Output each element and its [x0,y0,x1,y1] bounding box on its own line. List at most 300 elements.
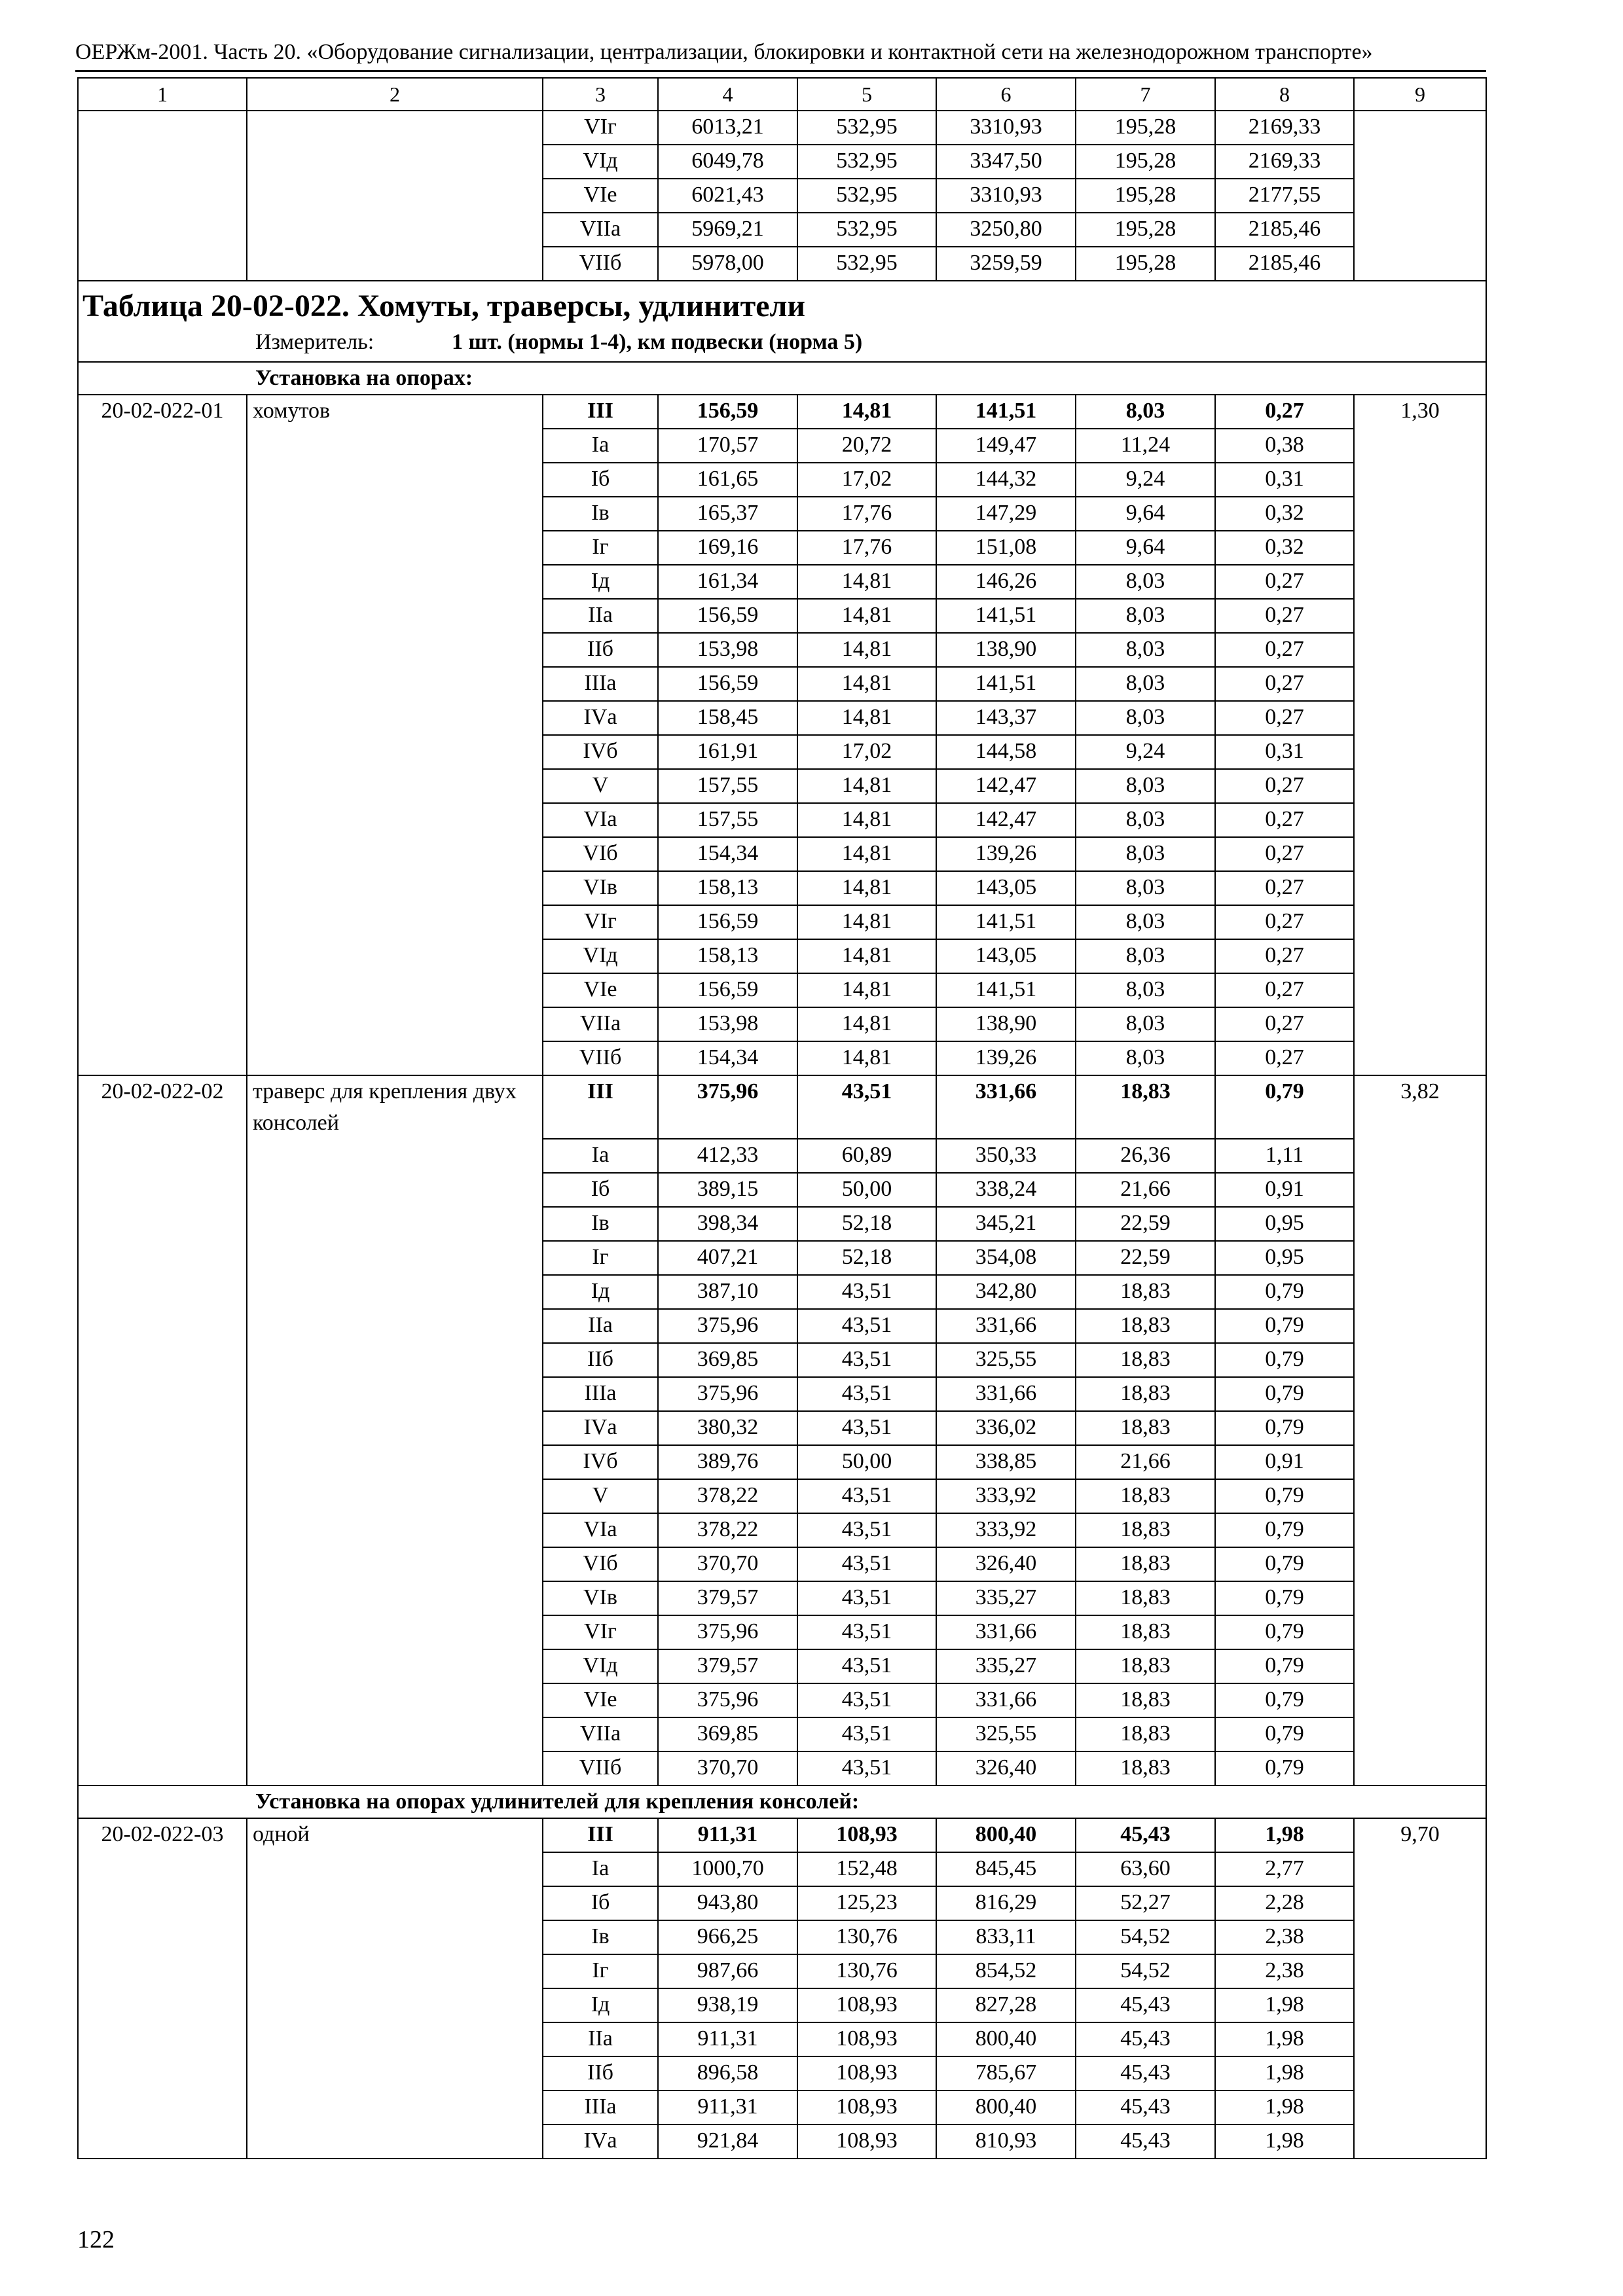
table-row [78,565,1486,599]
cost-drivers-cell: 18,83 [1076,1615,1215,1649]
cost-direct-cell: 987,66 [658,1954,797,1988]
cost-direct-cell: 380,32 [658,1411,797,1445]
table-row [78,1207,1486,1241]
cost-drivers-cell: 8,03 [1076,667,1215,701]
norm-code-cell [78,769,247,803]
cost-drivers-cell: 8,03 [1076,701,1215,735]
section-heading: Установка на опорах удлинителей для крепления консолей: [78,1785,1486,1818]
labor-hours-cell [1354,2022,1486,2056]
cost-materials-cell: 0,31 [1215,735,1354,769]
norm-code-cell [78,2125,247,2159]
cost-materials-cell: 1,98 [1215,2125,1354,2159]
cost-labor-cell: 14,81 [797,905,936,939]
work-name-cell [247,701,543,735]
norm-code-cell [78,1343,247,1377]
work-name-cell [247,2022,543,2056]
cost-labor-cell: 130,76 [797,1954,936,1988]
cost-labor-cell: 152,48 [797,1852,936,1886]
cost-machines-cell: 141,51 [936,667,1076,701]
work-name-cell [247,1547,543,1581]
cost-materials-cell: 0,27 [1215,769,1354,803]
cost-direct-cell: 379,57 [658,1649,797,1683]
region-cell: VIб [543,1547,658,1581]
cost-labor-cell: 14,81 [797,565,936,599]
work-name-cell [247,531,543,565]
cost-machines-cell: 800,40 [936,2022,1076,2056]
region-cell: IVа [543,1411,658,1445]
cost-drivers-cell: 8,03 [1076,905,1215,939]
cost-materials-cell: 2,38 [1215,1920,1354,1954]
norm-code-cell [78,1547,247,1581]
cost-machines-cell: 141,51 [936,973,1076,1007]
cost-materials-cell: 0,32 [1215,531,1354,565]
labor-hours-cell [1354,531,1486,565]
norm-code-cell [78,1173,247,1207]
norm-code-cell [78,179,247,213]
cost-machines-cell: 800,40 [936,2090,1076,2125]
cost-direct-cell: 169,16 [658,531,797,565]
norm-code-cell [78,1207,247,1241]
cost-direct-cell: 158,45 [658,701,797,735]
cost-machines-cell: 810,93 [936,2125,1076,2159]
work-name-cell [247,1988,543,2022]
work-name-cell [247,145,543,179]
table-row [78,247,1486,281]
cost-drivers-cell: 18,83 [1076,1075,1215,1139]
cost-materials-cell: 1,11 [1215,1139,1354,1173]
table-title-cell [78,281,1486,362]
cost-direct-cell: 6049,78 [658,145,797,179]
work-name-cell [247,871,543,905]
table-row [78,1683,1486,1717]
labor-hours-cell [1354,1377,1486,1411]
cost-labor-cell: 14,81 [797,1007,936,1041]
region-cell: IIа [543,599,658,633]
cost-direct-cell: 5978,00 [658,247,797,281]
region-cell: Iв [543,1207,658,1241]
cost-drivers-cell: 18,83 [1076,1751,1215,1785]
cost-machines-cell: 854,52 [936,1954,1076,1988]
table-row [78,1988,1486,2022]
work-name-cell [247,1649,543,1683]
cost-machines-cell: 336,02 [936,1411,1076,1445]
cost-drivers-cell: 18,83 [1076,1717,1215,1751]
cost-materials-cell: 0,27 [1215,973,1354,1007]
cost-machines-cell: 141,51 [936,905,1076,939]
region-cell: VIIб [543,247,658,281]
labor-hours-cell [1354,1920,1486,1954]
table-row [78,633,1486,667]
work-name-cell [247,2056,543,2090]
labor-hours-cell [1354,1615,1486,1649]
norm-code-cell [78,1275,247,1309]
cost-machines-cell: 325,55 [936,1343,1076,1377]
table-row [78,1241,1486,1275]
cost-labor-cell: 43,51 [797,1377,936,1411]
cost-labor-cell: 108,93 [797,2125,936,2159]
work-name-cell [247,599,543,633]
norm-code-cell [78,2056,247,2090]
work-name-cell [247,1007,543,1041]
cost-labor-cell: 20,72 [797,429,936,463]
cost-machines-cell: 3250,80 [936,213,1076,247]
table-row [78,2090,1486,2125]
cost-machines-cell: 146,26 [936,565,1076,599]
norm-code-cell [78,1479,247,1513]
cost-machines-cell: 354,08 [936,1241,1076,1275]
labor-hours-cell [1354,463,1486,497]
cost-machines-cell: 144,32 [936,463,1076,497]
region-cell: IIа [543,2022,658,2056]
measure-label: Измеритель: [255,330,374,354]
table-title-row [78,281,1486,362]
cost-machines-cell: 342,80 [936,1275,1076,1309]
labor-hours-cell [1354,1241,1486,1275]
labor-hours-cell [1354,1445,1486,1479]
cost-machines-cell: 331,66 [936,1377,1076,1411]
work-name-cell [247,497,543,531]
cost-drivers-cell: 18,83 [1076,1377,1215,1411]
work-name-cell [247,1343,543,1377]
cost-materials-cell: 0,91 [1215,1445,1354,1479]
cost-drivers-cell: 195,28 [1076,213,1215,247]
cost-materials-cell: 2169,33 [1215,145,1354,179]
cost-labor-cell: 52,18 [797,1241,936,1275]
work-name-cell: траверс для крепления двух консолей [247,1075,543,1139]
cost-drivers-cell: 8,03 [1076,871,1215,905]
cost-machines-cell: 3347,50 [936,145,1076,179]
cost-direct-cell: 156,59 [658,973,797,1007]
region-cell: Iв [543,497,658,531]
section-heading: Установка на опорах: [78,362,1486,395]
table-row [78,1751,1486,1785]
table-row [78,1581,1486,1615]
cost-drivers-cell: 18,83 [1076,1411,1215,1445]
column-number: 3 [543,78,658,111]
region-cell: VIIб [543,1751,658,1785]
cost-labor-cell: 108,93 [797,2056,936,2090]
norm-code-cell [78,1988,247,2022]
cost-labor-cell: 17,76 [797,531,936,565]
cost-materials-cell: 1,98 [1215,2022,1354,2056]
table-row [78,1309,1486,1343]
cost-materials-cell: 0,91 [1215,1173,1354,1207]
cost-labor-cell: 43,51 [797,1343,936,1377]
region-cell: VIIа [543,1717,658,1751]
cost-materials-cell: 2,77 [1215,1852,1354,1886]
section-heading-row [78,362,1486,395]
table-row [78,429,1486,463]
region-cell: VIе [543,179,658,213]
cost-labor-cell: 130,76 [797,1920,936,1954]
cost-direct-cell: 911,31 [658,1818,797,1852]
cost-materials-cell: 0,27 [1215,633,1354,667]
cost-direct-cell: 156,59 [658,395,797,429]
norm-code-cell [78,1411,247,1445]
work-name-cell [247,837,543,871]
measure-line [79,327,1486,361]
cost-direct-cell: 389,15 [658,1173,797,1207]
cost-direct-cell: 161,34 [658,565,797,599]
norm-code-cell: 20-02-022-03 [78,1818,247,1852]
labor-hours-cell [1354,973,1486,1007]
norm-code-cell [78,701,247,735]
region-cell: VIг [543,1615,658,1649]
labor-hours-cell [1354,1547,1486,1581]
cost-drivers-cell: 18,83 [1076,1275,1215,1309]
cost-drivers-cell: 45,43 [1076,2125,1215,2159]
cost-labor-cell: 43,51 [797,1751,936,1785]
labor-hours-cell [1354,1649,1486,1683]
work-name-cell: одной [247,1818,543,1852]
region-cell: IVа [543,2125,658,2159]
cost-drivers-cell: 8,03 [1076,565,1215,599]
cost-drivers-cell: 18,83 [1076,1649,1215,1683]
cost-machines-cell: 331,66 [936,1683,1076,1717]
work-name-cell [247,905,543,939]
column-number: 6 [936,78,1076,111]
norm-code-cell [78,1615,247,1649]
table-row [78,1173,1486,1207]
cost-materials-cell: 1,98 [1215,2090,1354,2125]
cost-labor-cell: 14,81 [797,871,936,905]
work-name-cell [247,1275,543,1309]
cost-direct-cell: 387,10 [658,1275,797,1309]
table-row [78,1818,1486,1852]
work-name-cell [247,1377,543,1411]
table-row [78,145,1486,179]
region-cell: VIIб [543,1041,658,1075]
cost-labor-cell: 17,02 [797,735,936,769]
norm-code-cell [78,213,247,247]
work-name-cell [247,1751,543,1785]
cost-machines-cell: 845,45 [936,1852,1076,1886]
cost-labor-cell: 14,81 [797,599,936,633]
work-name-cell [247,2125,543,2159]
cost-labor-cell: 14,81 [797,973,936,1007]
norm-code-cell [78,2022,247,2056]
column-number: 9 [1354,78,1486,111]
region-cell: VIIа [543,1007,658,1041]
labor-hours-cell [1354,1852,1486,1886]
cost-materials-cell: 2185,46 [1215,213,1354,247]
labor-hours-cell: 3,82 [1354,1075,1486,1139]
cost-drivers-cell: 63,60 [1076,1852,1215,1886]
work-name-cell: хомутов [247,395,543,429]
work-name-cell [247,247,543,281]
cost-materials-cell: 0,79 [1215,1751,1354,1785]
region-cell: VIд [543,939,658,973]
cost-labor-cell: 43,51 [797,1075,936,1139]
cost-machines-cell: 331,66 [936,1615,1076,1649]
cost-materials-cell: 0,27 [1215,599,1354,633]
work-name-cell [247,463,543,497]
norm-code-cell [78,247,247,281]
cost-machines-cell: 3259,59 [936,247,1076,281]
norm-code-cell [78,429,247,463]
cost-drivers-cell: 54,52 [1076,1954,1215,1988]
table-row [78,1075,1486,1139]
cost-materials-cell: 0,79 [1215,1717,1354,1751]
cost-drivers-cell: 18,83 [1076,1479,1215,1513]
region-cell: Iд [543,1988,658,2022]
work-name-cell [247,1615,543,1649]
norm-code-cell [78,1954,247,1988]
work-name-cell [247,1309,543,1343]
cost-direct-cell: 156,59 [658,667,797,701]
labor-hours-cell [1354,1581,1486,1615]
cost-materials-cell: 0,79 [1215,1513,1354,1547]
cost-labor-cell: 532,95 [797,213,936,247]
norm-code-cell [78,633,247,667]
cost-direct-cell: 911,31 [658,2090,797,2125]
table-row [78,1377,1486,1411]
cost-materials-cell: 0,27 [1215,939,1354,973]
cost-machines-cell: 331,66 [936,1309,1076,1343]
cost-labor-cell: 43,51 [797,1717,936,1751]
labor-hours-cell [1354,145,1486,179]
cost-materials-cell: 1,98 [1215,2056,1354,2090]
region-cell: V [543,769,658,803]
cost-drivers-cell: 21,66 [1076,1445,1215,1479]
cost-labor-cell: 14,81 [797,633,936,667]
table-title: Таблица 20-02-022. Хомуты, траверсы, удлинители [82,289,806,323]
work-name-cell [247,1479,543,1513]
labor-hours-cell [1354,1886,1486,1920]
cost-drivers-cell: 8,03 [1076,769,1215,803]
column-number: 5 [797,78,936,111]
cost-materials-cell: 0,79 [1215,1649,1354,1683]
table-row [78,2022,1486,2056]
region-cell: VIд [543,145,658,179]
cost-direct-cell: 407,21 [658,1241,797,1275]
table-row [78,1041,1486,1075]
cost-labor-cell: 14,81 [797,701,936,735]
region-cell: IIIа [543,1377,658,1411]
cost-direct-cell: 378,22 [658,1513,797,1547]
norm-code-cell [78,1377,247,1411]
cost-drivers-cell: 18,83 [1076,1547,1215,1581]
cost-materials-cell: 0,79 [1215,1615,1354,1649]
cost-labor-cell: 14,81 [797,1041,936,1075]
labor-hours-cell [1354,633,1486,667]
cost-machines-cell: 333,92 [936,1513,1076,1547]
cost-machines-cell: 139,26 [936,837,1076,871]
table-row [78,395,1486,429]
cost-direct-cell: 156,59 [658,905,797,939]
cost-drivers-cell: 22,59 [1076,1207,1215,1241]
work-name-cell [247,1173,543,1207]
cost-materials-cell: 0,27 [1215,1007,1354,1041]
norm-code-cell [78,1241,247,1275]
cost-labor-cell: 14,81 [797,769,936,803]
cost-machines-cell: 345,21 [936,1207,1076,1241]
labor-hours-cell [1354,247,1486,281]
rates-table-body [78,78,1486,2159]
cost-direct-cell: 921,84 [658,2125,797,2159]
table-row [78,213,1486,247]
cost-drivers-cell: 45,43 [1076,2056,1215,2090]
norm-code-cell [78,1041,247,1075]
region-cell: Iб [543,463,658,497]
cost-materials-cell: 0,79 [1215,1343,1354,1377]
table-row [78,1275,1486,1309]
cost-machines-cell: 325,55 [936,1717,1076,1751]
cost-direct-cell: 5969,21 [658,213,797,247]
labor-hours-cell [1354,179,1486,213]
cost-materials-cell: 0,79 [1215,1581,1354,1615]
cost-labor-cell: 108,93 [797,2022,936,2056]
column-number: 1 [78,78,247,111]
column-number: 4 [658,78,797,111]
labor-hours-cell [1354,1041,1486,1075]
cost-drivers-cell: 8,03 [1076,633,1215,667]
table-row [78,1547,1486,1581]
cost-direct-cell: 911,31 [658,2022,797,2056]
cost-direct-cell: 161,91 [658,735,797,769]
cost-materials-cell: 2,28 [1215,1886,1354,1920]
cost-labor-cell: 532,95 [797,111,936,145]
region-cell: Iд [543,1275,658,1309]
cost-direct-cell: 161,65 [658,463,797,497]
labor-hours-cell [1354,939,1486,973]
table-row [78,111,1486,145]
labor-hours-cell [1354,111,1486,145]
work-name-cell [247,1139,543,1173]
cost-drivers-cell: 9,24 [1076,735,1215,769]
cost-direct-cell: 158,13 [658,871,797,905]
norm-code-cell [78,1007,247,1041]
labor-hours-cell [1354,2056,1486,2090]
cost-direct-cell: 375,96 [658,1377,797,1411]
cost-drivers-cell: 54,52 [1076,1920,1215,1954]
labor-hours-cell [1354,1479,1486,1513]
labor-hours-cell [1354,1275,1486,1309]
cost-direct-cell: 369,85 [658,1717,797,1751]
labor-hours-cell: 9,70 [1354,1818,1486,1852]
cost-direct-cell: 375,96 [658,1615,797,1649]
cost-direct-cell: 398,34 [658,1207,797,1241]
labor-hours-cell [1354,565,1486,599]
cost-drivers-cell: 18,83 [1076,1343,1215,1377]
cost-labor-cell: 17,76 [797,497,936,531]
region-cell: VIе [543,1683,658,1717]
cost-machines-cell: 326,40 [936,1547,1076,1581]
work-name-cell [247,1717,543,1751]
cost-drivers-cell: 18,83 [1076,1513,1215,1547]
cost-drivers-cell: 8,03 [1076,599,1215,633]
cost-direct-cell: 156,59 [658,599,797,633]
cost-materials-cell: 0,95 [1215,1241,1354,1275]
cost-drivers-cell: 195,28 [1076,179,1215,213]
cost-materials-cell: 0,27 [1215,667,1354,701]
labor-hours-cell [1354,497,1486,531]
cost-machines-cell: 785,67 [936,2056,1076,2090]
table-row [78,2125,1486,2159]
labor-hours-cell [1354,701,1486,735]
work-name-cell [247,769,543,803]
cost-drivers-cell: 8,03 [1076,803,1215,837]
norm-code-cell [78,145,247,179]
labor-hours-cell [1354,2125,1486,2159]
norm-code-cell [78,1886,247,1920]
cost-labor-cell: 14,81 [797,939,936,973]
cost-labor-cell: 14,81 [797,667,936,701]
table-row [78,735,1486,769]
cost-machines-cell: 151,08 [936,531,1076,565]
cost-direct-cell: 157,55 [658,769,797,803]
cost-drivers-cell: 45,43 [1076,2090,1215,2125]
